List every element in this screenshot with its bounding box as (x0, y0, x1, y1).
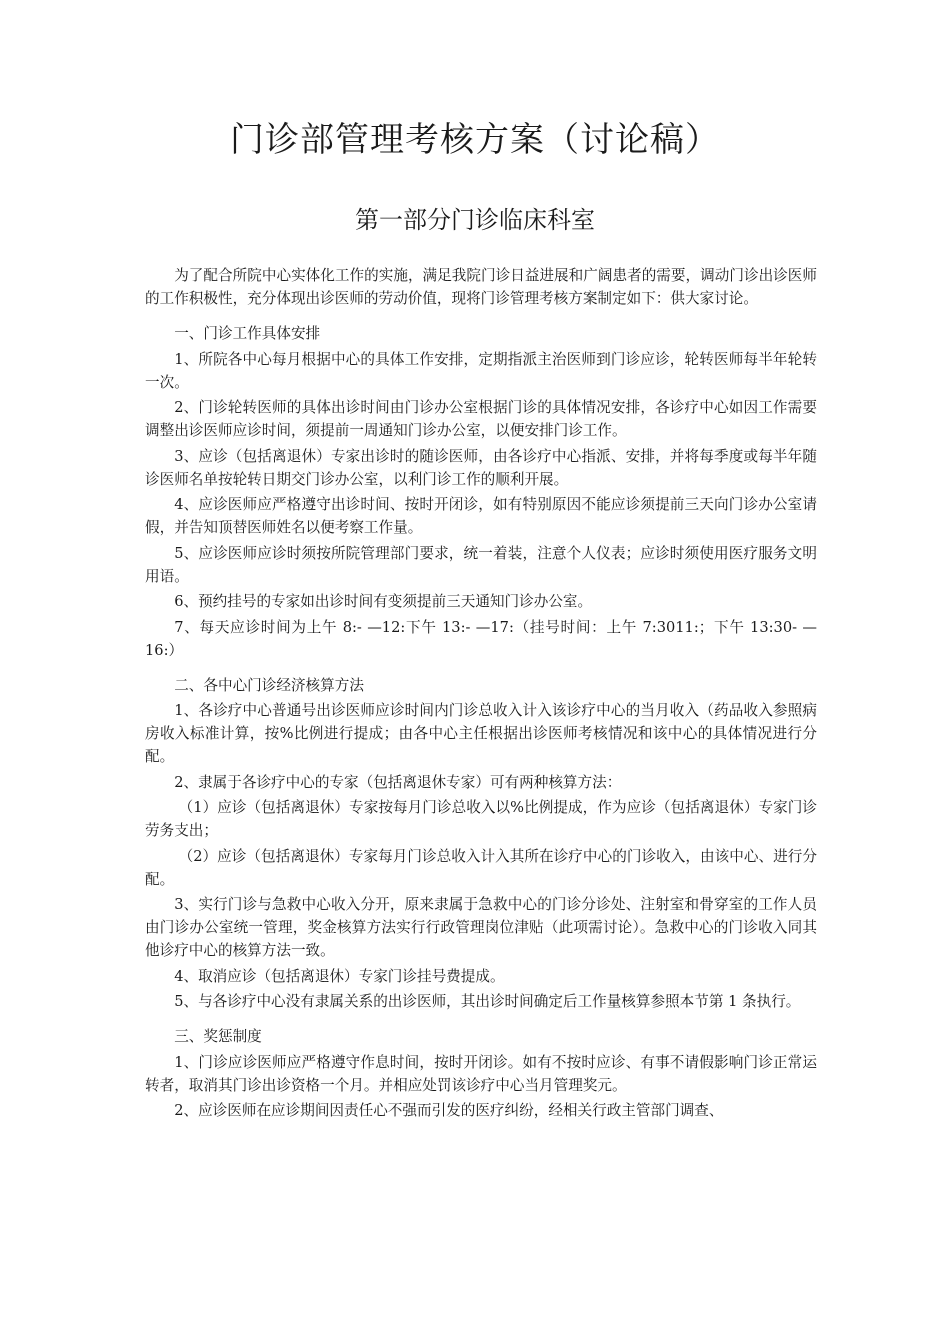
section-1-item: 2、门诊轮转医师的具体出诊时间由门诊办公室根据门诊的具体情况安排，各诊疗中心如因工作需要调整出诊医师应诊时间，须提前一周通知门诊办公室，以便安排门诊工作。 (145, 399, 817, 439)
section-heading-2: 二、各中心门诊经济核算方法 (174, 676, 364, 694)
section-heading-1: 一、门诊工作具体安排 (174, 325, 321, 342)
section-2-subitem: （2）应诊（包括离退休）专家每月门诊总收入计入其所在诊疗中心的门诊收入，由该中心、进行分配。 (145, 847, 817, 888)
section-3-item: 2、应诊医师在应诊期间因责任心不强而引发的医疗纠纷，经相关行政主管部门调查、 (174, 1102, 724, 1119)
section-2-item: 5、与各诊疗中心没有隶属关系的出诊医师，其出诊时间确定后工作量核算参照本节第 1 条执行。 (174, 993, 801, 1010)
section-2-item: 1、各诊疗中心普通号出诊医师应诊时间内门诊总收入计入该诊疗中心的当月收入（药品收入参照病房收入标准计算，按%比例进行提成；由各中心主任根据出诊医师考核情况和该中心的具体情况进行分配。 (145, 702, 817, 765)
document-subtitle: 第一部分门诊临床科室 (355, 206, 595, 234)
section-1-item: 5、应诊医师应诊时须按所院管理部门要求，统一着装，注意个人仪表；应诊时须使用医疗服务文明用语。 (145, 544, 817, 585)
section-2-item: 2、隶属于各诊疗中心的专家（包括离退休专家）可有两种核算方法： (174, 773, 622, 791)
document-title: 门诊部管理考核方案（讨论稿） (230, 120, 720, 160)
section-1-item: 7、每天应诊时间为上午 8:- —12:下午 13:- —17:（挂号时间：上午 7:3011:；下午 13:30- —16:） (145, 618, 817, 659)
document-body (145, 264, 817, 1125)
section-2-item: 4、取消应诊（包括离退休）专家门诊挂号费提成。 (174, 967, 505, 985)
section-heading-3: 三、奖惩制度 (174, 1028, 262, 1045)
section-1-item: 1、所院各中心每月根据中心的具体工作安排，定期指派主治医师到门诊应诊，轮转医师每半年轮转一次。 (145, 350, 817, 391)
section-1-item: 4、应诊医师应严格遵守出诊时间、按时开闭诊，如有特别原因不能应诊须提前三天向门诊办公室请假，并告知顶替医师姓名以便考察工作量。 (145, 496, 817, 536)
intro-paragraph: 为了配合所院中心实体化工作的实施，满足我院门诊日益进展和广阔患者的需要，调动门诊出诊医师的工作积极性，充分体现出诊医师的劳动价值，现将门诊管理考核方案制定如下：供大家讨论。 (145, 267, 817, 307)
section-3-item: 1、门诊应诊医师应严格遵守作息时间，按时开闭诊。如有不按时应诊、有事不请假影响门诊正常运转者，取消其门诊出诊资格一个月。并相应处罚该诊疗中心当月管理奖元。 (145, 1053, 817, 1094)
section-1-item: 6、预约挂号的专家如出诊时间有变须提前三天通知门诊办公室。 (174, 593, 593, 610)
section-1-item: 3、应诊（包括离退休）专家出诊时的随诊医师，由各诊疗中心指派、安排，并将每季度或每半年随诊医师名单按轮转日期交门诊办公室，以利门诊工作的顺利开展。 (145, 447, 817, 488)
section-2-subitem: （1）应诊（包括离退休）专家按每月门诊总收入以%比例提成，作为应诊（包括离退休）专家门诊劳务支出； (145, 799, 817, 839)
section-2-item: 3、实行门诊与急救中心收入分开，原来隶属于急救中心的门诊分诊处、注射室和骨穿室的工作人员由门诊办公室统一管理，奖金核算方法实行行政管理岗位津贴（此项需讨论）。急救中心的门诊收入同其他诊疗中心的核算方法一致。 (145, 896, 817, 959)
